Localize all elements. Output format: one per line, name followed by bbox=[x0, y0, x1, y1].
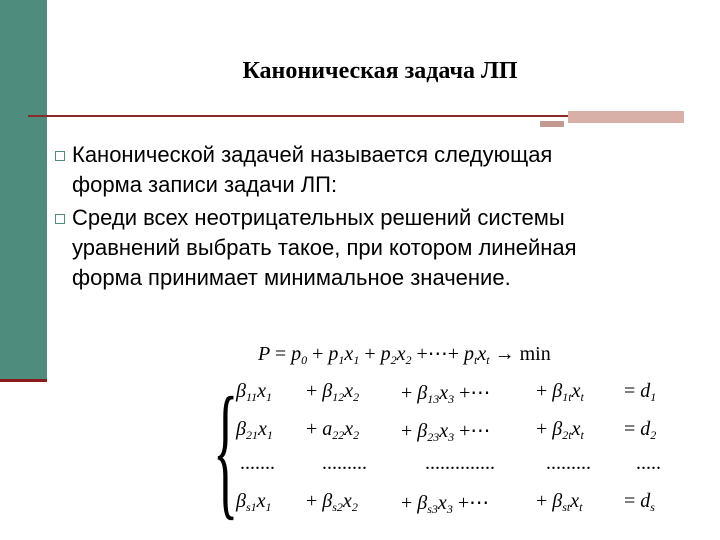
left-accent-underline bbox=[0, 379, 47, 382]
constraint-row-1: $\beta_{11}x_1$ + $\beta_{12}x_2$ + $\beta_{13}x_3$ +⋯ + $\beta_{1t}x_t$ = $d_1$ bbox=[236, 380, 657, 406]
bullet-square-icon bbox=[55, 214, 65, 224]
slide-title: Каноническая задача ЛП bbox=[242, 58, 518, 84]
decorative-box bbox=[568, 111, 684, 123]
decorative-box-small bbox=[540, 121, 564, 127]
problem-paragraph: Среди всех неотрицательных решений системы уравнений выбрать такое, при котором линейная форма принимает минимальное значение. bbox=[72, 205, 577, 290]
bullet-square-icon bbox=[55, 151, 65, 161]
constraint-row-ellipsis: ....... ......... .............. ......... ..... bbox=[240, 452, 661, 474]
objective-function-formula: $P = p_0 + p_1x_1 + p_2x_2$ +⋯+ $p_tx_t \to \min$ bbox=[258, 343, 551, 367]
constraint-row-2: $\beta_{21}x_1$ + $a_{22}x_2$ + $\beta_{23}x_3$ +⋯ + $\beta_{2t}x_t$ = $d_2$ bbox=[236, 418, 657, 444]
constraint-row-s: $\beta_{s1}x_1$ + $\beta_{s2}x_2$ + $\beta_{s3}x_3$ +⋯ + $\beta_{st}x_t$ = $d_s$ bbox=[236, 490, 655, 516]
system-brace-icon: { bbox=[213, 367, 239, 533]
definition-paragraph: Канонической задачей называется следующая форма записи задачи ЛП: bbox=[72, 142, 553, 197]
